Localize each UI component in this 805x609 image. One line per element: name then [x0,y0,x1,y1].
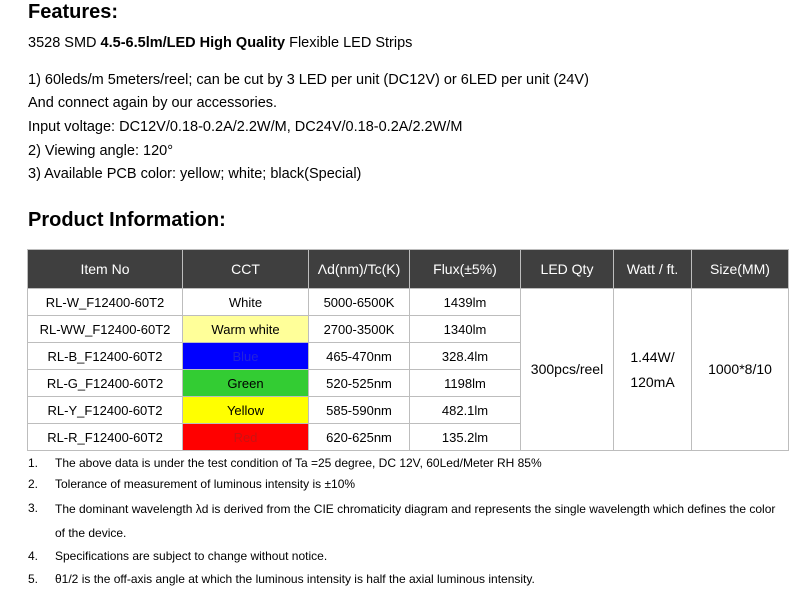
item-no-cell: RL-WW_F12400-60T2 [28,316,183,343]
product-heading: Product Information: [28,209,226,231]
wavelength-cell: 465-470nm [309,343,410,370]
flux-cell: 1340lm [410,316,521,343]
feature-line-5: 3) Available PCB color: yellow; white; black(Special) [28,166,362,182]
header-watt: Watt / ft. [614,250,692,289]
header-item-no: Item No [28,250,183,289]
watt-cell [614,289,692,451]
note-number: 1. [28,456,39,470]
led-qty-cell: 300pcs/reel [521,289,614,451]
flux-cell: 328.4lm [410,343,521,370]
table-header-row [28,250,789,289]
flux-cell: 1439lm [410,289,521,316]
note-text: θ1/2 is the off-axis angle at which the luminous intensity is half the axial luminous intensity. [55,572,535,586]
feature-line-1: 1) 60leds/m 5meters/reel; can be cut by 3 LED per unit (DC12V) or 6LED per unit (24V) [28,72,589,88]
note-number: 2. [28,477,39,491]
features-subtitle [28,35,412,51]
note-number: 3. [28,501,39,515]
cct-cell: White [183,289,309,316]
feature-line-2: And connect again by our accessories. [28,95,278,111]
table-row [28,289,789,316]
wavelength-cell: 620-625nm [309,424,410,451]
header-led-qty: LED Qty [521,250,614,289]
wavelength-cell: 2700-3500K [309,316,410,343]
note-number: 4. [28,549,39,563]
cct-cell: Blue [183,343,309,370]
item-no-cell: RL-R_F12400-60T2 [28,424,183,451]
cct-cell: Yellow [183,397,309,424]
header-wavelength: Λd(nm)/Tc(K) [309,250,410,289]
watt-line-2: 120mA [630,373,675,390]
header-cct: CCT [183,250,309,289]
note-text: The above data is under the test condition of Ta =25 degree, DC 12V, 60Led/Meter RH 85% [55,456,542,470]
note-text: The dominant wavelength λd is derived from the CIE chromaticity diagram and represents the single wavelength which defines the color of the device. [55,502,776,540]
header-size: Size(MM) [692,250,789,289]
features-heading: Features: [28,1,119,23]
cct-cell: Green [183,370,309,397]
watt-line-1: 1.44W/ [630,348,675,365]
wavelength-cell: 5000-6500K [309,289,410,316]
flux-cell: 135.2lm [410,424,521,451]
item-no-cell: RL-B_F12400-60T2 [28,343,183,370]
flux-cell: 1198lm [410,370,521,397]
subtitle-post: Flexible LED Strips [285,35,413,51]
wavelength-cell: 585-590nm [309,397,410,424]
note-number: 5. [28,572,39,586]
subtitle-bold: 4.5-6.5lm/LED High Quality [100,35,286,51]
flux-cell: 482.1lm [410,397,521,424]
product-table [27,249,789,451]
cct-cell: Warm white [183,316,309,343]
cct-cell: Red [183,424,309,451]
item-no-cell: RL-G_F12400-60T2 [28,370,183,397]
item-no-cell: RL-W_F12400-60T2 [28,289,183,316]
feature-line-4: 2) Viewing angle: 120° [28,143,173,159]
subtitle-pre: 3528 SMD [28,35,101,51]
item-no-cell: RL-Y_F12400-60T2 [28,397,183,424]
feature-line-3: Input voltage: DC12V/0.18-0.2A/2.2W/M, DC24V/0.18-0.2A/2.2W/M [28,119,463,135]
header-flux: Flux(±5%) [410,250,521,289]
size-cell: 1000*8/10 [692,289,789,451]
wavelength-cell: 520-525nm [309,370,410,397]
note-text: Specifications are subject to change without notice. [55,549,328,563]
note-text: Tolerance of measurement of luminous intensity is ±10% [55,477,356,491]
